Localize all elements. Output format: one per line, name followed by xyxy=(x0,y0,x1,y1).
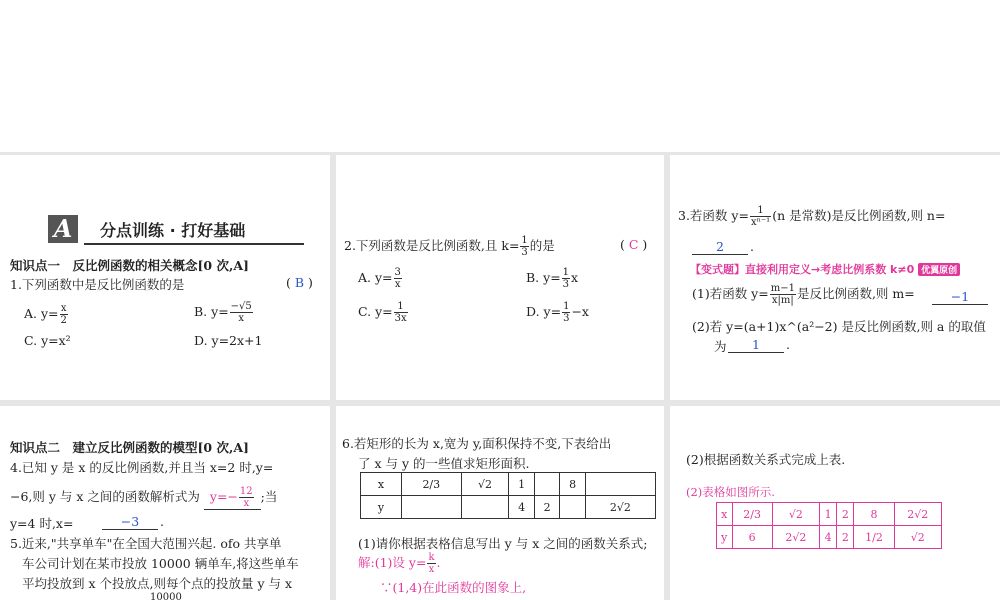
solution-line-2: ∵(1,4)在此函数的图象上, xyxy=(380,580,527,595)
table-cell: 2√2 xyxy=(772,526,819,549)
variant-title: 【变式题】直接利用定义→考虑比例系数 k≠0 优翼原创 xyxy=(690,261,960,277)
table-cell: 4 xyxy=(509,496,534,519)
table-cell: 1 xyxy=(820,503,837,526)
section-title: 分点训练 · 打好基础 xyxy=(84,218,304,245)
option-2a: A. y= $\frac{3}{x}$ xyxy=(358,267,401,290)
table-cell: 2 xyxy=(837,503,854,526)
variant-2-answer: 1 xyxy=(728,337,784,353)
option-1a: A. y= $\frac{x}{2}$ xyxy=(24,303,67,326)
section-letter-badge: A xyxy=(48,215,78,243)
table-cell: 4 xyxy=(820,526,837,549)
question-5-line-3: 平均投放到 x 个投放点,则每个点的投放量 y 与 x xyxy=(22,576,293,591)
table-cell: 1 xyxy=(509,473,534,496)
question-3-answer: 2 xyxy=(692,239,748,255)
table-cell: √2 xyxy=(772,503,819,526)
question-4-answer-2: −3 xyxy=(102,514,158,530)
question-5-line-1: 5.近来,"共享单车"在全国大范围兴起. ofo 共享单 xyxy=(10,536,282,551)
question-6-table xyxy=(360,472,656,519)
table-cell: 8 xyxy=(560,473,585,496)
table-cell: 2√2 xyxy=(894,503,941,526)
top-blank-area xyxy=(0,0,1000,152)
question-4-answer-1: y=− $\frac{12}{x}$ xyxy=(204,486,261,510)
question-4-period: . xyxy=(160,514,164,529)
question-6-line-1: 6.若矩形的长为 x,宽为 y,面积保持不变,下表给出 xyxy=(342,436,612,451)
table-cell: 2/3 xyxy=(402,473,462,496)
table-cell: y xyxy=(361,496,402,519)
table-cell: x xyxy=(361,473,402,496)
table-cell: √2 xyxy=(894,526,941,549)
table-row-y xyxy=(361,496,656,519)
knowledge-point-2-heading: 知识点二 建立反比例函数的模型[0 次,A] xyxy=(10,440,249,455)
table-row-x xyxy=(717,503,942,526)
panel-models xyxy=(0,406,330,600)
option-1d: D. y=2x+1 xyxy=(194,333,263,348)
variant-1-answer: −1 xyxy=(932,289,988,305)
table-cell xyxy=(560,496,585,519)
question-5-line-2: 车公司计划在某市投放 10000 辆单车,将这些单车 xyxy=(22,556,299,571)
option-1b: B. y= $\frac{-√5}{x}$ xyxy=(194,301,252,324)
variant-2-text: (2)若 y=(a+1)x^(a²−2) 是反比例函数,则 a 的取值 xyxy=(692,319,986,334)
table-cell: 2 xyxy=(837,526,854,549)
question-6-sub-1: (1)请你根据表格信息写出 y 与 x 之间的函数关系式; xyxy=(358,536,648,551)
variant-2-period: . xyxy=(786,337,790,352)
table-cell: √2 xyxy=(461,473,509,496)
variant-2-text-2: 为 xyxy=(714,339,727,354)
question-1-text: 1.下列函数中是反比例函数的是 xyxy=(10,277,185,292)
variant-badge: 优翼原创 xyxy=(918,263,960,276)
table-cell: 2/3 xyxy=(732,503,772,526)
question-4-line-2: −6,则 y 与 x 之间的函数解析式为 y=− $\frac{12}{x}$ ;当 xyxy=(10,486,278,509)
table-cell: y xyxy=(717,526,733,549)
question-3-period: . xyxy=(750,239,754,254)
question-1-answer-bracket: ( B ) xyxy=(286,275,313,290)
panel-concepts xyxy=(0,155,330,400)
question-5-line-4: 10000 xyxy=(150,592,182,600)
panel-question-6-part-2 xyxy=(670,406,1000,600)
question-2-text: 2.下列函数是反比例函数,且 k= $\frac{1}{3}$ 的是 xyxy=(344,235,555,258)
question-4-line-1: 4.已知 y 是 x 的反比例函数,并且当 x=2 时,y= xyxy=(10,460,274,475)
table-row-y xyxy=(717,526,942,549)
solution-line-1: 解:(1)设 y= $\frac{k}{x}$ . xyxy=(358,552,441,575)
table-cell: x xyxy=(717,503,733,526)
option-1c: C. y=x² xyxy=(24,333,71,348)
table-cell xyxy=(534,473,559,496)
table-cell xyxy=(402,496,462,519)
table-cell: 2 xyxy=(534,496,559,519)
option-2c: C. y= $\frac{1}{3x}$ xyxy=(358,301,407,324)
table-cell: 1/2 xyxy=(854,526,894,549)
table-cell xyxy=(461,496,509,519)
knowledge-point-heading: 知识点一 反比例函数的相关概念[0 次,A] xyxy=(10,258,249,273)
table-cell xyxy=(585,473,655,496)
option-2d: D. y= $\frac{1}{3}$ −x xyxy=(526,301,589,324)
table-row-x xyxy=(361,473,656,496)
solution-table xyxy=(716,502,942,549)
panel-question-2 xyxy=(336,155,664,400)
panel-question-3 xyxy=(670,155,1000,400)
question-6-line-2: 了 x 与 y 的一些值求矩形面积. xyxy=(358,456,530,471)
option-2b: B. y= $\frac{1}{3}$ x xyxy=(526,267,579,290)
question-2-answer-bracket: ( C ) xyxy=(620,237,648,252)
question-3-text: 3.若函数 y= $\frac{1}{\text{xⁿ⁻¹}}$ (n 是常数)是反比例函数,则 n= xyxy=(678,205,946,228)
table-cell: 2√2 xyxy=(585,496,655,519)
table-cell: 6 xyxy=(732,526,772,549)
panel-question-6 xyxy=(336,406,664,600)
variant-1-text: (1)若函数 y= $\frac{m-1}{x|m|}$ 是反比例函数,则 m= xyxy=(692,283,915,306)
table-cell: 8 xyxy=(854,503,894,526)
question-6-sub-2: (2)根据函数关系式完成上表. xyxy=(686,452,846,467)
question-4-line-3: y=4 时,x= xyxy=(10,516,74,531)
solution-2-text: (2)表格如图所示. xyxy=(686,485,775,499)
